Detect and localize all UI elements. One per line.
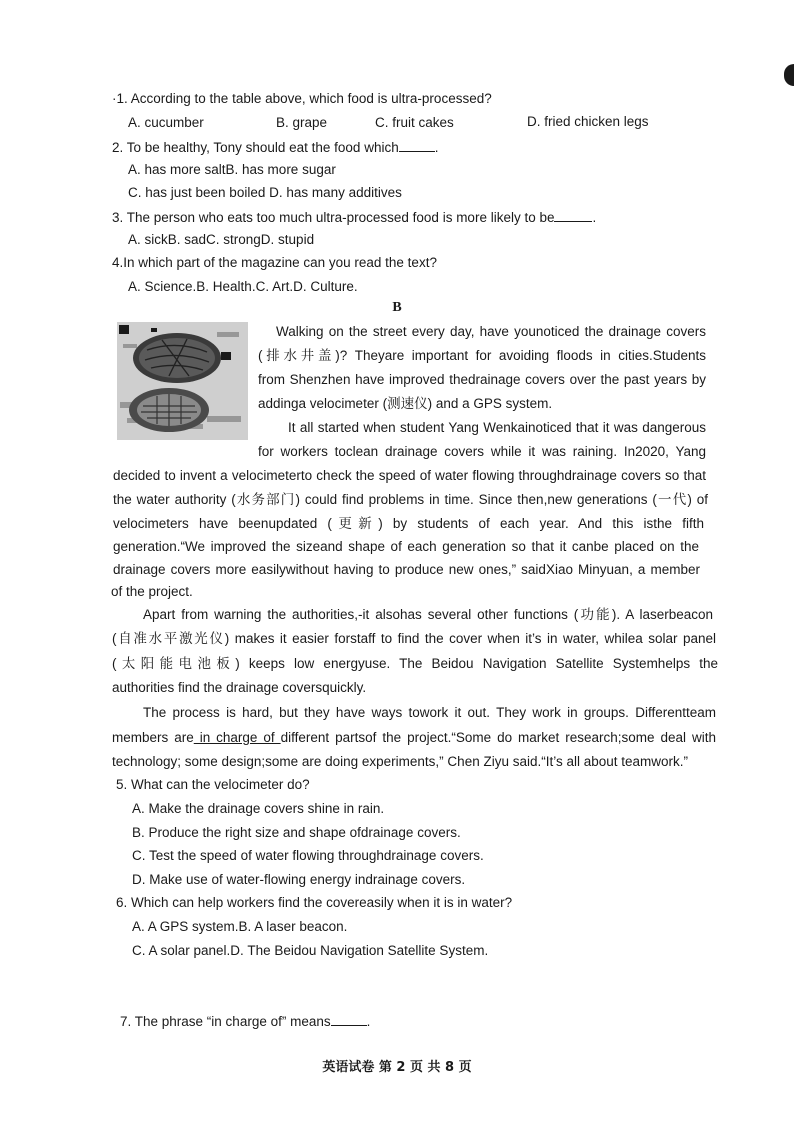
passage-p3-line3: (太阳能电池板) keeps low energyuse. The Beidou Navigation Satellite Systemhelps the (112, 656, 718, 671)
passage-p2-line6: generation.“We improved the sizeand shape of each generation so that it canbe placed on the (113, 539, 699, 554)
passage-p1-line3: from Shenzhen have improved thedrainage covers over the past years by (258, 372, 706, 387)
passage-p1-line1: Walking on the street every day, have younoticed the drainage covers (276, 324, 706, 339)
passage-p2-line4: the water authority (水务部门) could find problems in time. Since then,new generations (一代) of (113, 492, 708, 507)
q1-option-a: A. cucumber (128, 115, 204, 130)
q1-option-d: D. fried chicken legs (527, 114, 649, 129)
passage-p2-line3: decided to invent a velocimeterto check the speed of water flowing throughdrainage covers so that (113, 468, 706, 483)
q6-stem: 6. Which can help workers find the covereasily when it is in water? (116, 895, 513, 910)
passage-p1-line2: (排水井盖)? Theyare important for avoiding floods in cities.Students (258, 348, 706, 363)
passage-p4-line3: technology; some design;some are doing experiments,” Chen Ziyu said.“It’s all about teamwork.” (112, 754, 689, 769)
q5-option-c: C. Test the speed of water flowing throughdrainage covers. (132, 848, 484, 863)
q7-stem: 7. The phrase “in charge of” means . (120, 1011, 370, 1031)
page-footer: 英语试卷 第 2 页 共 8 页 (322, 1060, 472, 1075)
binding-mark (784, 64, 794, 86)
drainage-cover-photo (117, 322, 248, 440)
passage-p2-line2: for workers toclean drainage covers while it was raining. In2020, Yang (258, 444, 706, 459)
q1-stem: ·1. According to the table above, which food is ultra-processed? (112, 91, 492, 106)
q6-options-line1: A. A GPS system.B. A laser beacon. (132, 919, 348, 934)
answer-blank (554, 207, 592, 222)
q3-options: A. sickB. sadC. strongD. stupid (128, 232, 315, 247)
passage-p2-line1: It all started when student Yang Wenkainoticed that it was dangerous (288, 420, 706, 435)
passage-p4-line2: members are in charge of different partsof the project.“Some do market research;some deal with (112, 730, 717, 745)
passage-p4-line1: The process is hard, but they have ways towork it out. They work in groups. Differentteam (143, 705, 716, 720)
q5-stem: 5. What can the velocimeter do? (116, 777, 310, 792)
q2-options-line1: A. has more saltB. has more sugar (128, 162, 336, 177)
q4-options: A. Science.B. Health.C. Art.D. Culture. (128, 279, 358, 294)
answer-blank (399, 137, 435, 152)
q2-stem: 2. To be healthy, Tony should eat the food which . (112, 137, 438, 157)
q1-option-b: B. grape (276, 115, 328, 130)
q2-options-line2: C. has just been boiled D. has many additives (128, 185, 402, 200)
section-heading: B (392, 300, 402, 315)
passage-p3-line2: (自准水平激光仪) makes it easier forstaff to find the cover when it’s in water, whilea solar panel (112, 631, 716, 646)
passage-p1-line4: addinga velocimeter (测速仪) and a GPS system. (258, 396, 553, 411)
q3-stem: 3. The person who eats too much ultra-processed food is more likely to be . (112, 207, 596, 227)
passage-p3-line1: Apart from warning the authorities,-it alsohas several other functions (功能). A laserbeacon (143, 607, 713, 622)
passage-p2-line5: velocimeters have beenupdated (更新) by students of each year. And this isthe fifth (113, 516, 704, 531)
passage-p3-line4: authorities find the drainage coversquickly. (112, 680, 367, 695)
q6-options-line2: C. A solar panel.D. The Beidou Navigation Satellite System. (132, 943, 489, 958)
answer-blank (331, 1011, 367, 1026)
q1-option-c: C. fruit cakes (375, 115, 454, 130)
q5-option-d: D. Make use of water-flowing energy indrainage covers. (132, 872, 466, 887)
underlined-phrase: in charge of (193, 730, 281, 745)
passage-p2-line7: drainage covers more easilywithout having to produce new ones,” saidXiao Minyuan, a member (113, 562, 700, 577)
q5-option-a: A. Make the drainage covers shine in rain. (132, 801, 385, 816)
passage-p2-line8: of the project. (111, 584, 193, 599)
q4-stem: 4.In which part of the magazine can you read the text? (112, 255, 437, 270)
q5-option-b: B. Produce the right size and shape ofdrainage covers. (132, 825, 461, 840)
